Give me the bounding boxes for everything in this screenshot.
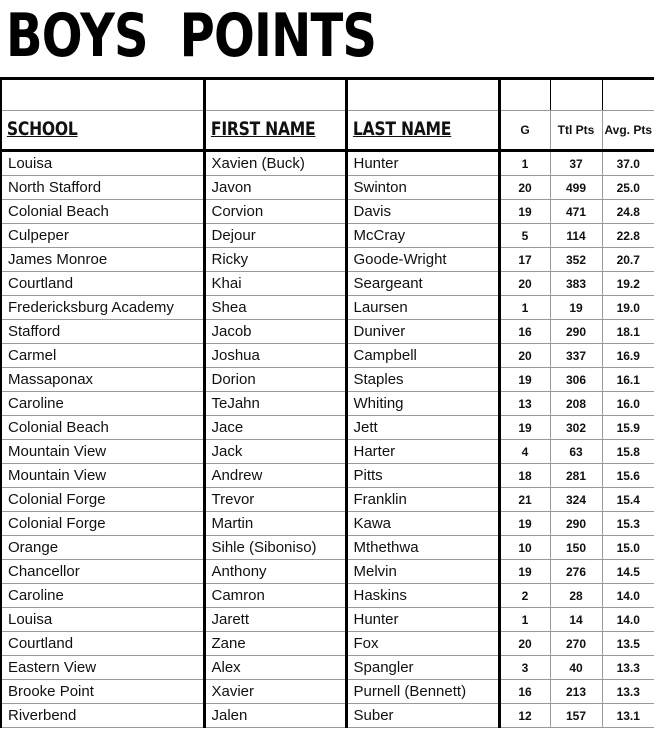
cell-total-points: 114: [550, 224, 602, 248]
table-row: [1, 440, 654, 464]
cell-school: Chancellor: [1, 560, 204, 584]
cell-first-name: Dorion: [204, 368, 346, 392]
cell-avg-points: 13.1: [602, 704, 654, 728]
cell-school: Mountain View: [1, 440, 204, 464]
cell-games: 20: [499, 272, 550, 296]
cell-last-name: Whiting: [346, 392, 499, 416]
cell-total-points: 306: [550, 368, 602, 392]
table-row: [1, 536, 654, 560]
cell-first-name: Trevor: [204, 488, 346, 512]
cell-games: 19: [499, 512, 550, 536]
cell-last-name: Melvin: [346, 560, 499, 584]
cell-last-name: Staples: [346, 368, 499, 392]
cell-total-points: 270: [550, 632, 602, 656]
cell-first-name: Xavier: [204, 680, 346, 704]
cell-total-points: 28: [550, 584, 602, 608]
cell-last-name: McCray: [346, 224, 499, 248]
cell-last-name: Duniver: [346, 320, 499, 344]
cell-school: Caroline: [1, 392, 204, 416]
cell-last-name: Hunter: [346, 151, 499, 176]
cell-first-name: Dejour: [204, 224, 346, 248]
table-row: [1, 512, 654, 536]
cell-first-name: Anthony: [204, 560, 346, 584]
header-avg-points[interactable]: Avg. Pts: [602, 111, 654, 151]
cell-first-name: Jarett: [204, 608, 346, 632]
cell-school: Carmel: [1, 344, 204, 368]
table-row: [1, 608, 654, 632]
cell-games: 16: [499, 320, 550, 344]
cell-total-points: 383: [550, 272, 602, 296]
cell-total-points: 40: [550, 656, 602, 680]
table-row: [1, 320, 654, 344]
header-last-name[interactable]: LAST NAME: [346, 111, 499, 151]
cell-last-name: Fox: [346, 632, 499, 656]
cell-first-name: Andrew: [204, 464, 346, 488]
cell-avg-points: 24.8: [602, 200, 654, 224]
table-row: [1, 296, 654, 320]
cell-avg-points: 16.0: [602, 392, 654, 416]
cell-first-name: Jacob: [204, 320, 346, 344]
cell-games: 19: [499, 416, 550, 440]
cell-avg-points: 14.0: [602, 608, 654, 632]
cell-school: Colonial Beach: [1, 200, 204, 224]
cell-avg-points: 20.7: [602, 248, 654, 272]
cell-avg-points: 15.4: [602, 488, 654, 512]
cell-first-name: Shea: [204, 296, 346, 320]
cell-first-name: Khai: [204, 272, 346, 296]
header-total-points[interactable]: Ttl Pts: [550, 111, 602, 151]
cell-games: 2: [499, 584, 550, 608]
cell-total-points: 213: [550, 680, 602, 704]
cell-last-name: Hunter: [346, 608, 499, 632]
cell-games: 1: [499, 296, 550, 320]
cell-games: 19: [499, 368, 550, 392]
cell-avg-points: 19.2: [602, 272, 654, 296]
cell-total-points: 290: [550, 320, 602, 344]
cell-avg-points: 15.3: [602, 512, 654, 536]
cell-games: 13: [499, 392, 550, 416]
cell-first-name: Jack: [204, 440, 346, 464]
cell-avg-points: 15.6: [602, 464, 654, 488]
table-row: [1, 248, 654, 272]
cell-avg-points: 15.8: [602, 440, 654, 464]
cell-first-name: Camron: [204, 584, 346, 608]
cell-first-name: TeJahn: [204, 392, 346, 416]
cell-last-name: Laursen: [346, 296, 499, 320]
table-row: [1, 200, 654, 224]
header-school[interactable]: SCHOOL: [1, 111, 204, 151]
cell-first-name: Javon: [204, 176, 346, 200]
table-row: [1, 151, 654, 176]
cell-games: 4: [499, 440, 550, 464]
page-title: BOYS POINTS: [6, 1, 377, 71]
cell-school: Louisa: [1, 151, 204, 176]
cell-avg-points: 14.5: [602, 560, 654, 584]
cell-last-name: Campbell: [346, 344, 499, 368]
cell-school: North Stafford: [1, 176, 204, 200]
cell-school: Colonial Forge: [1, 488, 204, 512]
table-header-row: [1, 111, 654, 151]
cell-first-name: Zane: [204, 632, 346, 656]
cell-school: Louisa: [1, 608, 204, 632]
table-row: [1, 584, 654, 608]
header-first-name[interactable]: FIRST NAME: [204, 111, 346, 151]
table-row: [1, 560, 654, 584]
cell-games: 16: [499, 680, 550, 704]
cell-games: 18: [499, 464, 550, 488]
cell-school: Orange: [1, 536, 204, 560]
table-row: [1, 632, 654, 656]
table-row: [1, 704, 654, 728]
table-row: [1, 416, 654, 440]
cell-total-points: 37: [550, 151, 602, 176]
cell-avg-points: 22.8: [602, 224, 654, 248]
cell-games: 10: [499, 536, 550, 560]
cell-school: Riverbend: [1, 704, 204, 728]
cell-school: Eastern View: [1, 656, 204, 680]
cell-school: Stafford: [1, 320, 204, 344]
cell-first-name: Martin: [204, 512, 346, 536]
cell-first-name: Joshua: [204, 344, 346, 368]
cell-last-name: Franklin: [346, 488, 499, 512]
cell-school: Caroline: [1, 584, 204, 608]
cell-avg-points: 14.0: [602, 584, 654, 608]
cell-school: Mountain View: [1, 464, 204, 488]
cell-total-points: 290: [550, 512, 602, 536]
table-top-spacer: [1, 79, 654, 111]
cell-avg-points: 13.5: [602, 632, 654, 656]
cell-total-points: 281: [550, 464, 602, 488]
cell-games: 3: [499, 656, 550, 680]
table-row: [1, 176, 654, 200]
cell-last-name: Kawa: [346, 512, 499, 536]
cell-school: Brooke Point: [1, 680, 204, 704]
points-table: [0, 77, 654, 728]
table-row: [1, 464, 654, 488]
cell-first-name: Alex: [204, 656, 346, 680]
cell-school: Courtland: [1, 632, 204, 656]
cell-total-points: 19: [550, 296, 602, 320]
cell-school: Colonial Beach: [1, 416, 204, 440]
cell-last-name: Mthethwa: [346, 536, 499, 560]
cell-total-points: 499: [550, 176, 602, 200]
cell-total-points: 208: [550, 392, 602, 416]
cell-total-points: 302: [550, 416, 602, 440]
cell-total-points: 63: [550, 440, 602, 464]
cell-avg-points: 13.3: [602, 656, 654, 680]
table-row: [1, 680, 654, 704]
table-row: [1, 344, 654, 368]
cell-last-name: Suber: [346, 704, 499, 728]
cell-avg-points: 16.9: [602, 344, 654, 368]
cell-avg-points: 19.0: [602, 296, 654, 320]
cell-avg-points: 15.0: [602, 536, 654, 560]
cell-last-name: Goode-Wright: [346, 248, 499, 272]
cell-first-name: Xavien (Buck): [204, 151, 346, 176]
cell-total-points: 276: [550, 560, 602, 584]
cell-avg-points: 25.0: [602, 176, 654, 200]
cell-total-points: 14: [550, 608, 602, 632]
cell-games: 12: [499, 704, 550, 728]
cell-avg-points: 15.9: [602, 416, 654, 440]
table-row: [1, 656, 654, 680]
table-row: [1, 224, 654, 248]
cell-games: 17: [499, 248, 550, 272]
header-games[interactable]: G: [499, 111, 550, 151]
table-row: [1, 272, 654, 296]
table-row: [1, 488, 654, 512]
cell-school: Colonial Forge: [1, 512, 204, 536]
cell-first-name: Ricky: [204, 248, 346, 272]
cell-first-name: Jalen: [204, 704, 346, 728]
cell-school: Fredericksburg Academy: [1, 296, 204, 320]
cell-games: 20: [499, 632, 550, 656]
cell-school: Culpeper: [1, 224, 204, 248]
cell-total-points: 337: [550, 344, 602, 368]
cell-games: 1: [499, 608, 550, 632]
cell-avg-points: 16.1: [602, 368, 654, 392]
cell-avg-points: 13.3: [602, 680, 654, 704]
table-row: [1, 368, 654, 392]
cell-total-points: 157: [550, 704, 602, 728]
cell-first-name: Corvion: [204, 200, 346, 224]
cell-total-points: 471: [550, 200, 602, 224]
cell-school: Massaponax: [1, 368, 204, 392]
cell-last-name: Purnell (Bennett): [346, 680, 499, 704]
cell-first-name: Sihle (Siboniso): [204, 536, 346, 560]
cell-avg-points: 37.0: [602, 151, 654, 176]
cell-avg-points: 18.1: [602, 320, 654, 344]
cell-games: 1: [499, 151, 550, 176]
cell-last-name: Jett: [346, 416, 499, 440]
cell-games: 21: [499, 488, 550, 512]
cell-total-points: 324: [550, 488, 602, 512]
cell-first-name: Jace: [204, 416, 346, 440]
cell-games: 5: [499, 224, 550, 248]
cell-games: 20: [499, 344, 550, 368]
cell-last-name: Haskins: [346, 584, 499, 608]
cell-last-name: Spangler: [346, 656, 499, 680]
cell-games: 19: [499, 560, 550, 584]
table-row: [1, 392, 654, 416]
cell-school: James Monroe: [1, 248, 204, 272]
cell-school: Courtland: [1, 272, 204, 296]
cell-last-name: Swinton: [346, 176, 499, 200]
cell-last-name: Davis: [346, 200, 499, 224]
cell-games: 20: [499, 176, 550, 200]
cell-games: 19: [499, 200, 550, 224]
cell-last-name: Seargeant: [346, 272, 499, 296]
cell-total-points: 352: [550, 248, 602, 272]
cell-last-name: Pitts: [346, 464, 499, 488]
cell-total-points: 150: [550, 536, 602, 560]
cell-last-name: Harter: [346, 440, 499, 464]
